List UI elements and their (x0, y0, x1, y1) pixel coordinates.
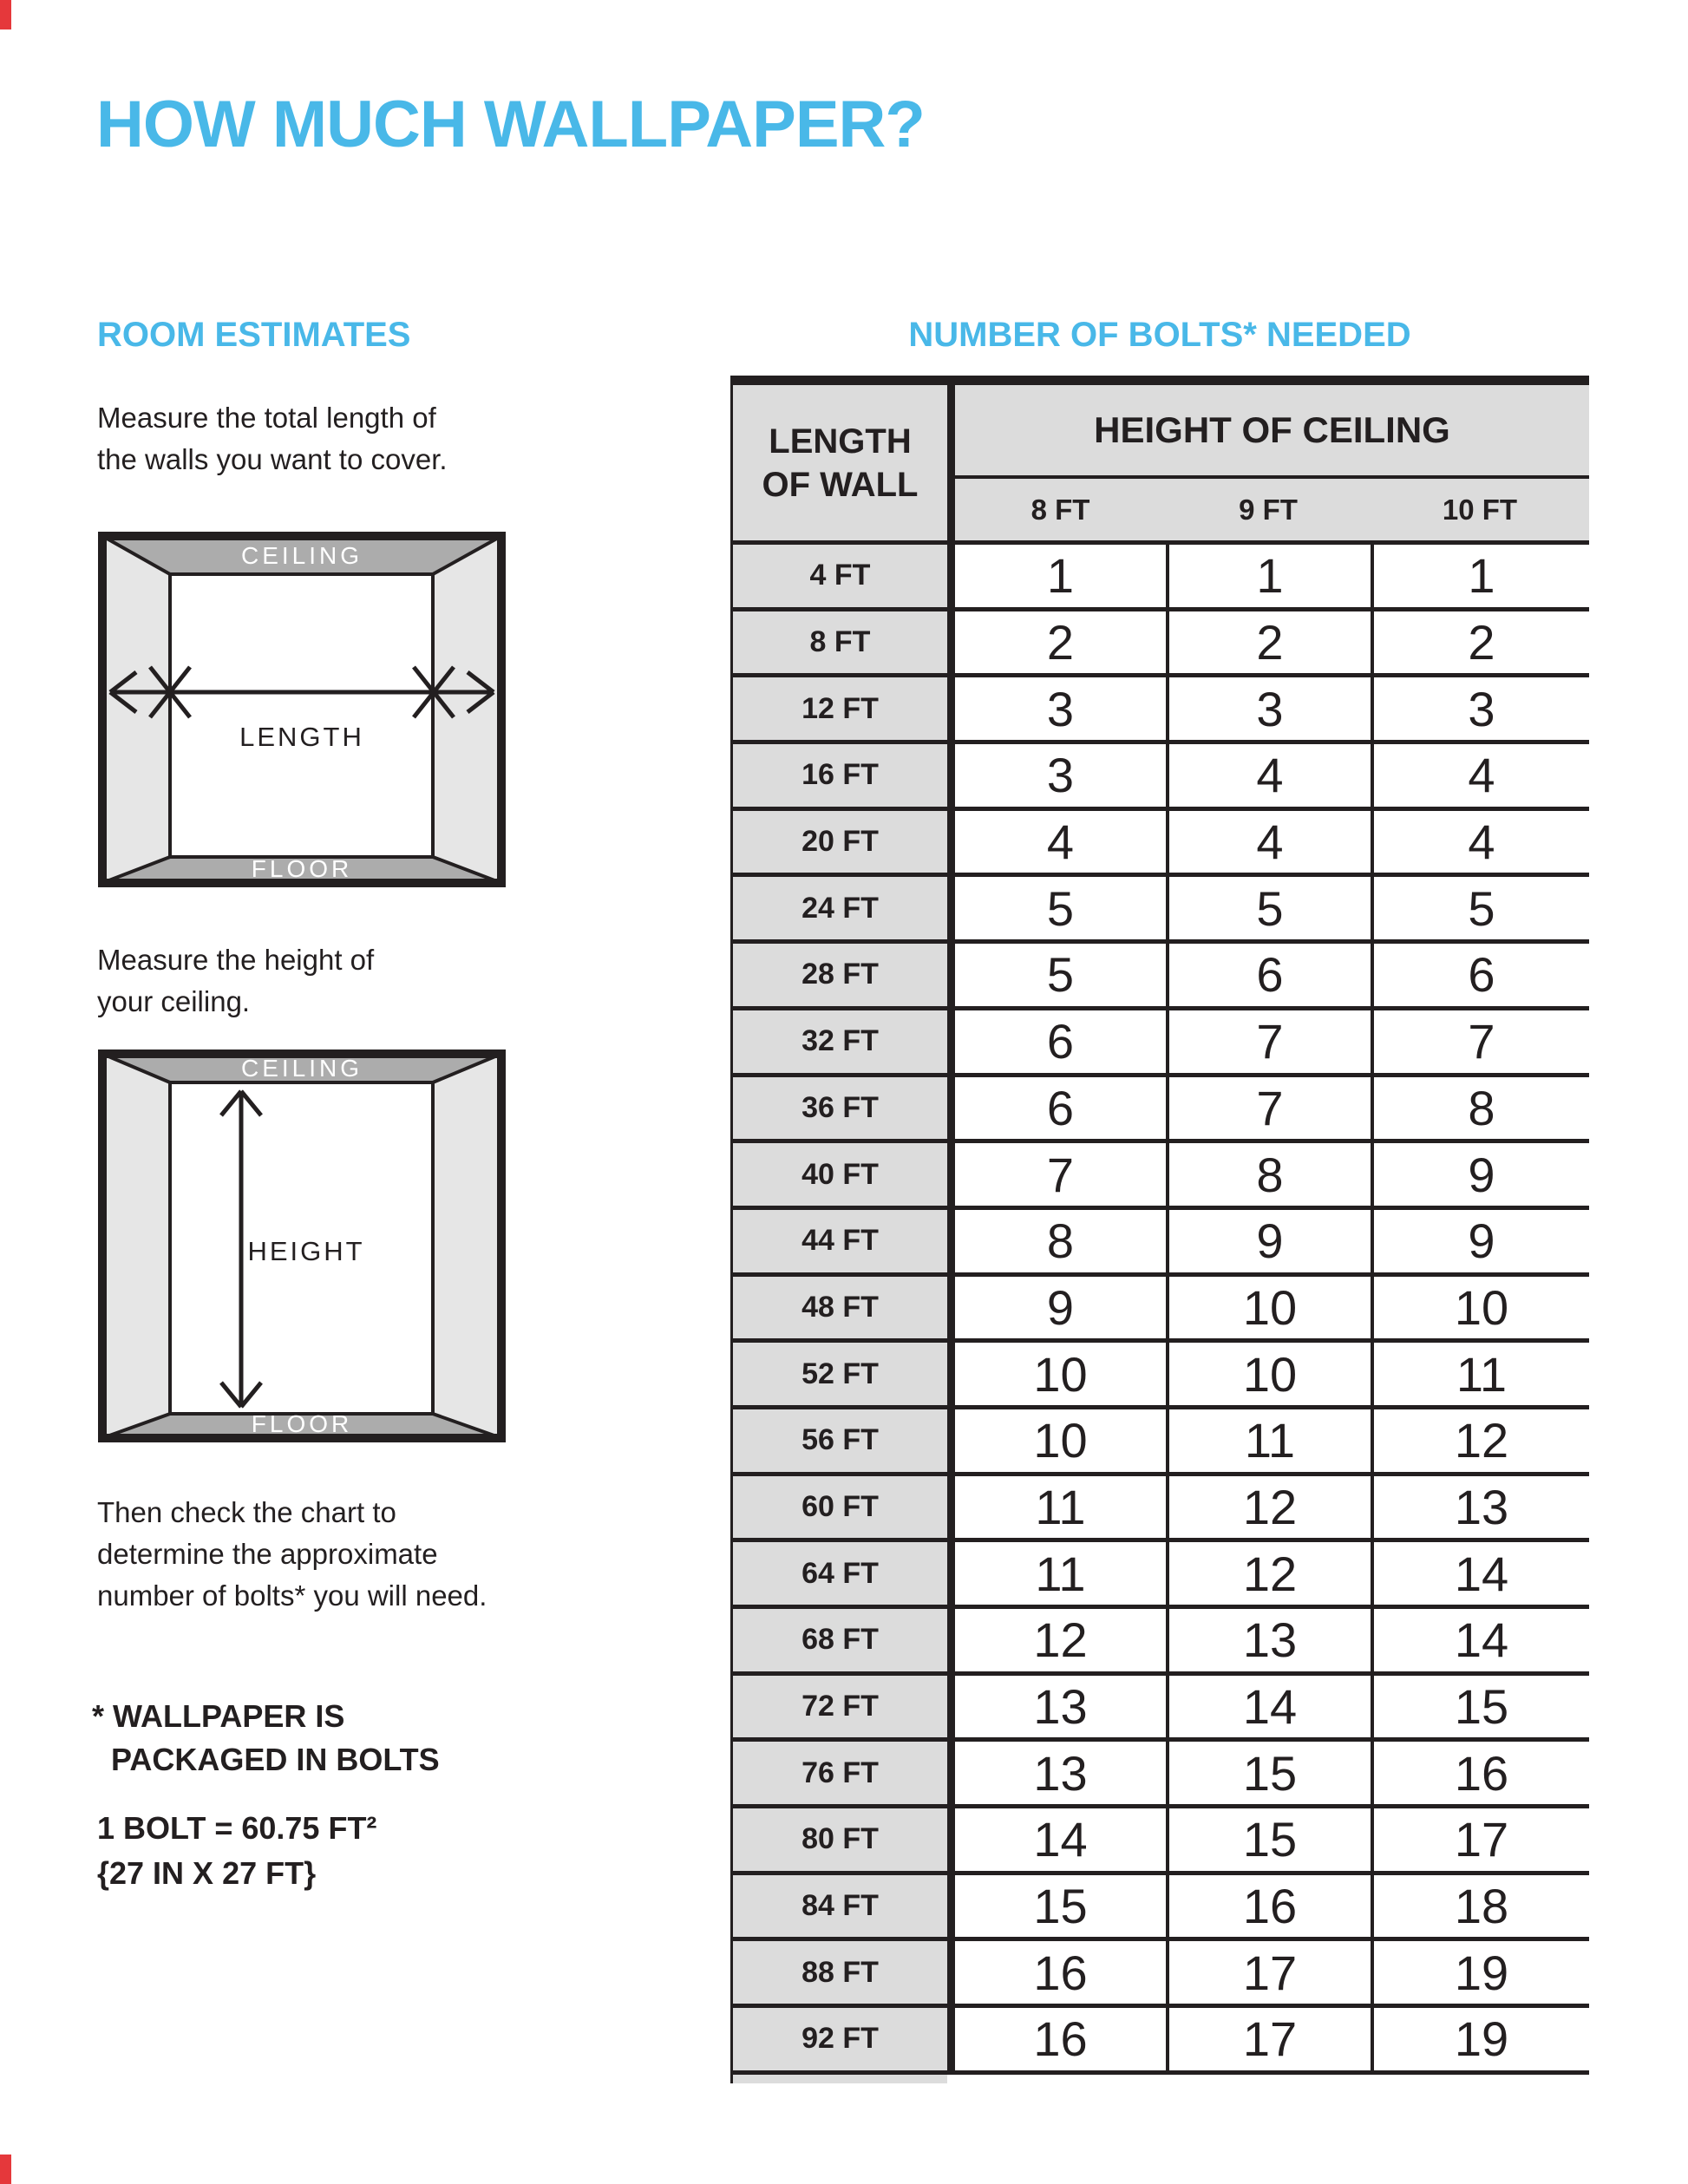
bolt-count-cell: 12 (1166, 1476, 1371, 1539)
table-row (730, 677, 1589, 744)
table-row (730, 1077, 1589, 1144)
table-row (730, 611, 1589, 678)
bolt-count-cell: 17 (1166, 2008, 1371, 2070)
table-row (730, 1010, 1589, 1077)
row-label: 92 FT (730, 2008, 947, 2070)
bolt-count-cell: 2 (1371, 611, 1589, 674)
bolts-table (730, 376, 1589, 2084)
row-label: 44 FT (730, 1210, 947, 1272)
floor-label: FLOOR (251, 1410, 353, 1437)
bolt-count-cell: 12 (1371, 1409, 1589, 1472)
text-line: Measure the height of (97, 944, 375, 976)
table-row (730, 1542, 1589, 1609)
col-header-8ft: 8 FT (1030, 493, 1090, 526)
row-label: 68 FT (730, 1609, 947, 1671)
row-label: 64 FT (730, 1542, 947, 1605)
table-row (730, 1277, 1589, 1344)
table-footer-tail (730, 2075, 947, 2083)
bolt-count-cell: 7 (1371, 1010, 1589, 1073)
row-label: 56 FT (730, 1409, 947, 1472)
bleed-mark-bottom (0, 2155, 11, 2184)
table-row (730, 1143, 1589, 1210)
table-row (730, 1676, 1589, 1743)
bolt-count-cell: 6 (955, 1010, 1166, 1073)
room-length-diagram (98, 532, 506, 887)
bolt-count-cell: 16 (955, 2008, 1166, 2070)
row-label: 48 FT (730, 1277, 947, 1339)
bolt-count-cell: 6 (1166, 944, 1371, 1006)
row-label: 36 FT (730, 1077, 947, 1140)
text-line: * WALLPAPER IS (92, 1698, 345, 1734)
bolt-count-cell: 9 (1371, 1210, 1589, 1272)
bolt-count-cell: 7 (1166, 1010, 1371, 1073)
row-label: 72 FT (730, 1676, 947, 1738)
measure-length-text (97, 397, 448, 481)
bolt-count-cell: 8 (1371, 1077, 1589, 1140)
bolt-count-cell: 18 (1371, 1875, 1589, 1938)
table-row (730, 1941, 1589, 2008)
bolt-count-cell: 7 (1166, 1077, 1371, 1140)
col-header-9ft: 9 FT (1239, 493, 1298, 526)
bolt-count-cell: 13 (1166, 1609, 1371, 1671)
bolt-count-cell: 4 (1371, 744, 1589, 807)
bolt-count-cell: 14 (955, 1808, 1166, 1871)
text-line: {27 IN X 27 FT} (97, 1855, 317, 1891)
bolt-count-cell: 15 (1166, 1808, 1371, 1871)
text-line: Then check the chart to (97, 1496, 396, 1528)
bolt-count-cell: 13 (1371, 1476, 1589, 1539)
bolt-count-cell: 6 (955, 1077, 1166, 1140)
bolt-count-cell: 17 (1166, 1941, 1371, 2004)
bolt-count-cell: 10 (1166, 1277, 1371, 1339)
text-line: Measure the total length of (97, 402, 436, 434)
bolt-count-cell: 15 (955, 1875, 1166, 1938)
row-label: 32 FT (730, 1010, 947, 1073)
bolt-count-cell: 16 (955, 1941, 1166, 2004)
height-of-ceiling-header: HEIGHT OF CEILING (1094, 409, 1450, 450)
header-line: LENGTH (769, 422, 912, 461)
bolt-count-cell: 3 (1371, 677, 1589, 740)
table-row (730, 2008, 1589, 2075)
table-row (730, 811, 1589, 878)
bolt-count-cell: 6 (1371, 944, 1589, 1006)
ceiling-header-group (955, 385, 1589, 540)
table-row (730, 1609, 1589, 1676)
text-line: 1 BOLT = 60.75 FT² (97, 1810, 377, 1846)
height-label: HEIGHT (247, 1236, 365, 1266)
row-label: 20 FT (730, 811, 947, 873)
bolt-count-cell: 13 (955, 1742, 1166, 1804)
table-row (730, 1343, 1589, 1409)
text-line: the walls you want to cover. (97, 443, 448, 475)
bolt-count-cell: 12 (955, 1609, 1166, 1671)
bolt-count-cell: 3 (955, 677, 1166, 740)
bolt-count-cell: 11 (955, 1476, 1166, 1539)
bolt-count-cell: 4 (955, 811, 1166, 873)
text-line: your ceiling. (97, 985, 251, 1017)
bolt-size-info (97, 1806, 376, 1896)
bolt-count-cell: 10 (1166, 1343, 1371, 1405)
bolt-count-cell: 4 (1371, 811, 1589, 873)
row-label: 76 FT (730, 1742, 947, 1804)
bolt-count-cell: 5 (1371, 877, 1589, 939)
bolt-count-cell: 1 (955, 545, 1166, 607)
bolt-count-cell: 2 (1166, 611, 1371, 674)
right-wall-surface (433, 1054, 501, 1438)
row-label: 24 FT (730, 877, 947, 939)
bolt-count-cell: 1 (1371, 545, 1589, 607)
text-line: number of bolts* you will need. (97, 1579, 487, 1612)
bolt-count-cell: 5 (955, 877, 1166, 939)
bolt-count-cell: 3 (1166, 677, 1371, 740)
back-wall (170, 574, 433, 857)
bolt-count-cell: 4 (1166, 744, 1371, 807)
table-top-bar (730, 376, 1589, 385)
bolt-count-cell: 9 (1371, 1143, 1589, 1206)
bolt-count-cell: 17 (1371, 1808, 1589, 1871)
bolt-count-cell: 3 (955, 744, 1166, 807)
row-label: 84 FT (730, 1875, 947, 1938)
col-header-10ft: 10 FT (1442, 493, 1518, 526)
table-row (730, 545, 1589, 611)
row-label: 52 FT (730, 1343, 947, 1405)
bolt-count-cell: 8 (955, 1210, 1166, 1272)
bolt-count-cell: 11 (1166, 1409, 1371, 1472)
left-wall-surface (102, 1054, 170, 1438)
row-label: 80 FT (730, 1808, 947, 1871)
room-estimates-heading: ROOM ESTIMATES (97, 316, 411, 354)
table-row (730, 1742, 1589, 1808)
bolt-count-cell: 14 (1166, 1676, 1371, 1738)
bolt-count-cell: 10 (955, 1343, 1166, 1405)
bolt-count-cell: 10 (955, 1409, 1166, 1472)
floor-label: FLOOR (251, 855, 353, 882)
page-title: HOW MUCH WALLPAPER? (96, 88, 925, 161)
bolt-count-cell: 2 (955, 611, 1166, 674)
table-row (730, 1875, 1589, 1942)
bolt-count-cell: 15 (1166, 1742, 1371, 1804)
row-label: 16 FT (730, 744, 947, 807)
table-row (730, 1808, 1589, 1875)
bolt-count-cell: 16 (1166, 1875, 1371, 1938)
bolt-count-cell: 4 (1166, 811, 1371, 873)
bolt-count-cell: 14 (1371, 1609, 1589, 1671)
bolt-count-cell: 16 (1371, 1742, 1589, 1804)
row-label: 4 FT (730, 545, 947, 607)
table-row (730, 877, 1589, 944)
bolts-footnote (92, 1695, 440, 1782)
bolt-count-cell: 15 (1371, 1676, 1589, 1738)
row-label: 60 FT (730, 1476, 947, 1539)
bolt-count-cell: 1 (1166, 545, 1371, 607)
ceiling-label: CEILING (240, 542, 363, 569)
bolts-table-body (730, 540, 1589, 2075)
row-label: 88 FT (730, 1941, 947, 2004)
column-divider-line (947, 385, 955, 2075)
header-line: OF WALL (762, 465, 919, 504)
measure-height-text (97, 939, 374, 1023)
ceiling-label: CEILING (240, 1055, 363, 1082)
bolt-count-cell: 12 (1166, 1542, 1371, 1605)
row-label: 12 FT (730, 677, 947, 740)
bolt-count-cell: 19 (1371, 1941, 1589, 2004)
bolt-count-cell: 19 (1371, 2008, 1589, 2070)
ceiling-height-columns (955, 479, 1589, 540)
table-header (730, 385, 1589, 540)
bolt-count-cell: 9 (955, 1277, 1166, 1339)
check-chart-text (97, 1492, 487, 1617)
length-label: LENGTH (239, 722, 364, 752)
length-of-wall-header (730, 385, 947, 540)
table-row (730, 944, 1589, 1010)
room-height-diagram (98, 1049, 506, 1442)
table-row (730, 744, 1589, 811)
bolt-count-cell: 8 (1166, 1143, 1371, 1206)
bolt-count-cell: 5 (955, 944, 1166, 1006)
text-line: PACKAGED IN BOLTS (111, 1742, 440, 1777)
row-label: 8 FT (730, 611, 947, 674)
text-line: determine the approximate (97, 1538, 438, 1570)
bolt-count-cell: 13 (955, 1676, 1166, 1738)
right-wall-surface (433, 536, 501, 883)
table-row (730, 1476, 1589, 1543)
bolt-count-cell: 11 (955, 1542, 1166, 1605)
bolts-needed-heading: NUMBER OF BOLTS* NEEDED (908, 316, 1411, 354)
bolt-count-cell: 5 (1166, 877, 1371, 939)
bleed-mark-top (0, 0, 11, 29)
row-label: 28 FT (730, 944, 947, 1006)
bolt-count-cell: 9 (1166, 1210, 1371, 1272)
table-row (730, 1210, 1589, 1277)
bolt-count-cell: 7 (955, 1143, 1166, 1206)
bolt-count-cell: 10 (1371, 1277, 1589, 1339)
table-row (730, 1409, 1589, 1476)
bolt-count-cell: 11 (1371, 1343, 1589, 1405)
row-label: 40 FT (730, 1143, 947, 1206)
bolt-count-cell: 14 (1371, 1542, 1589, 1605)
